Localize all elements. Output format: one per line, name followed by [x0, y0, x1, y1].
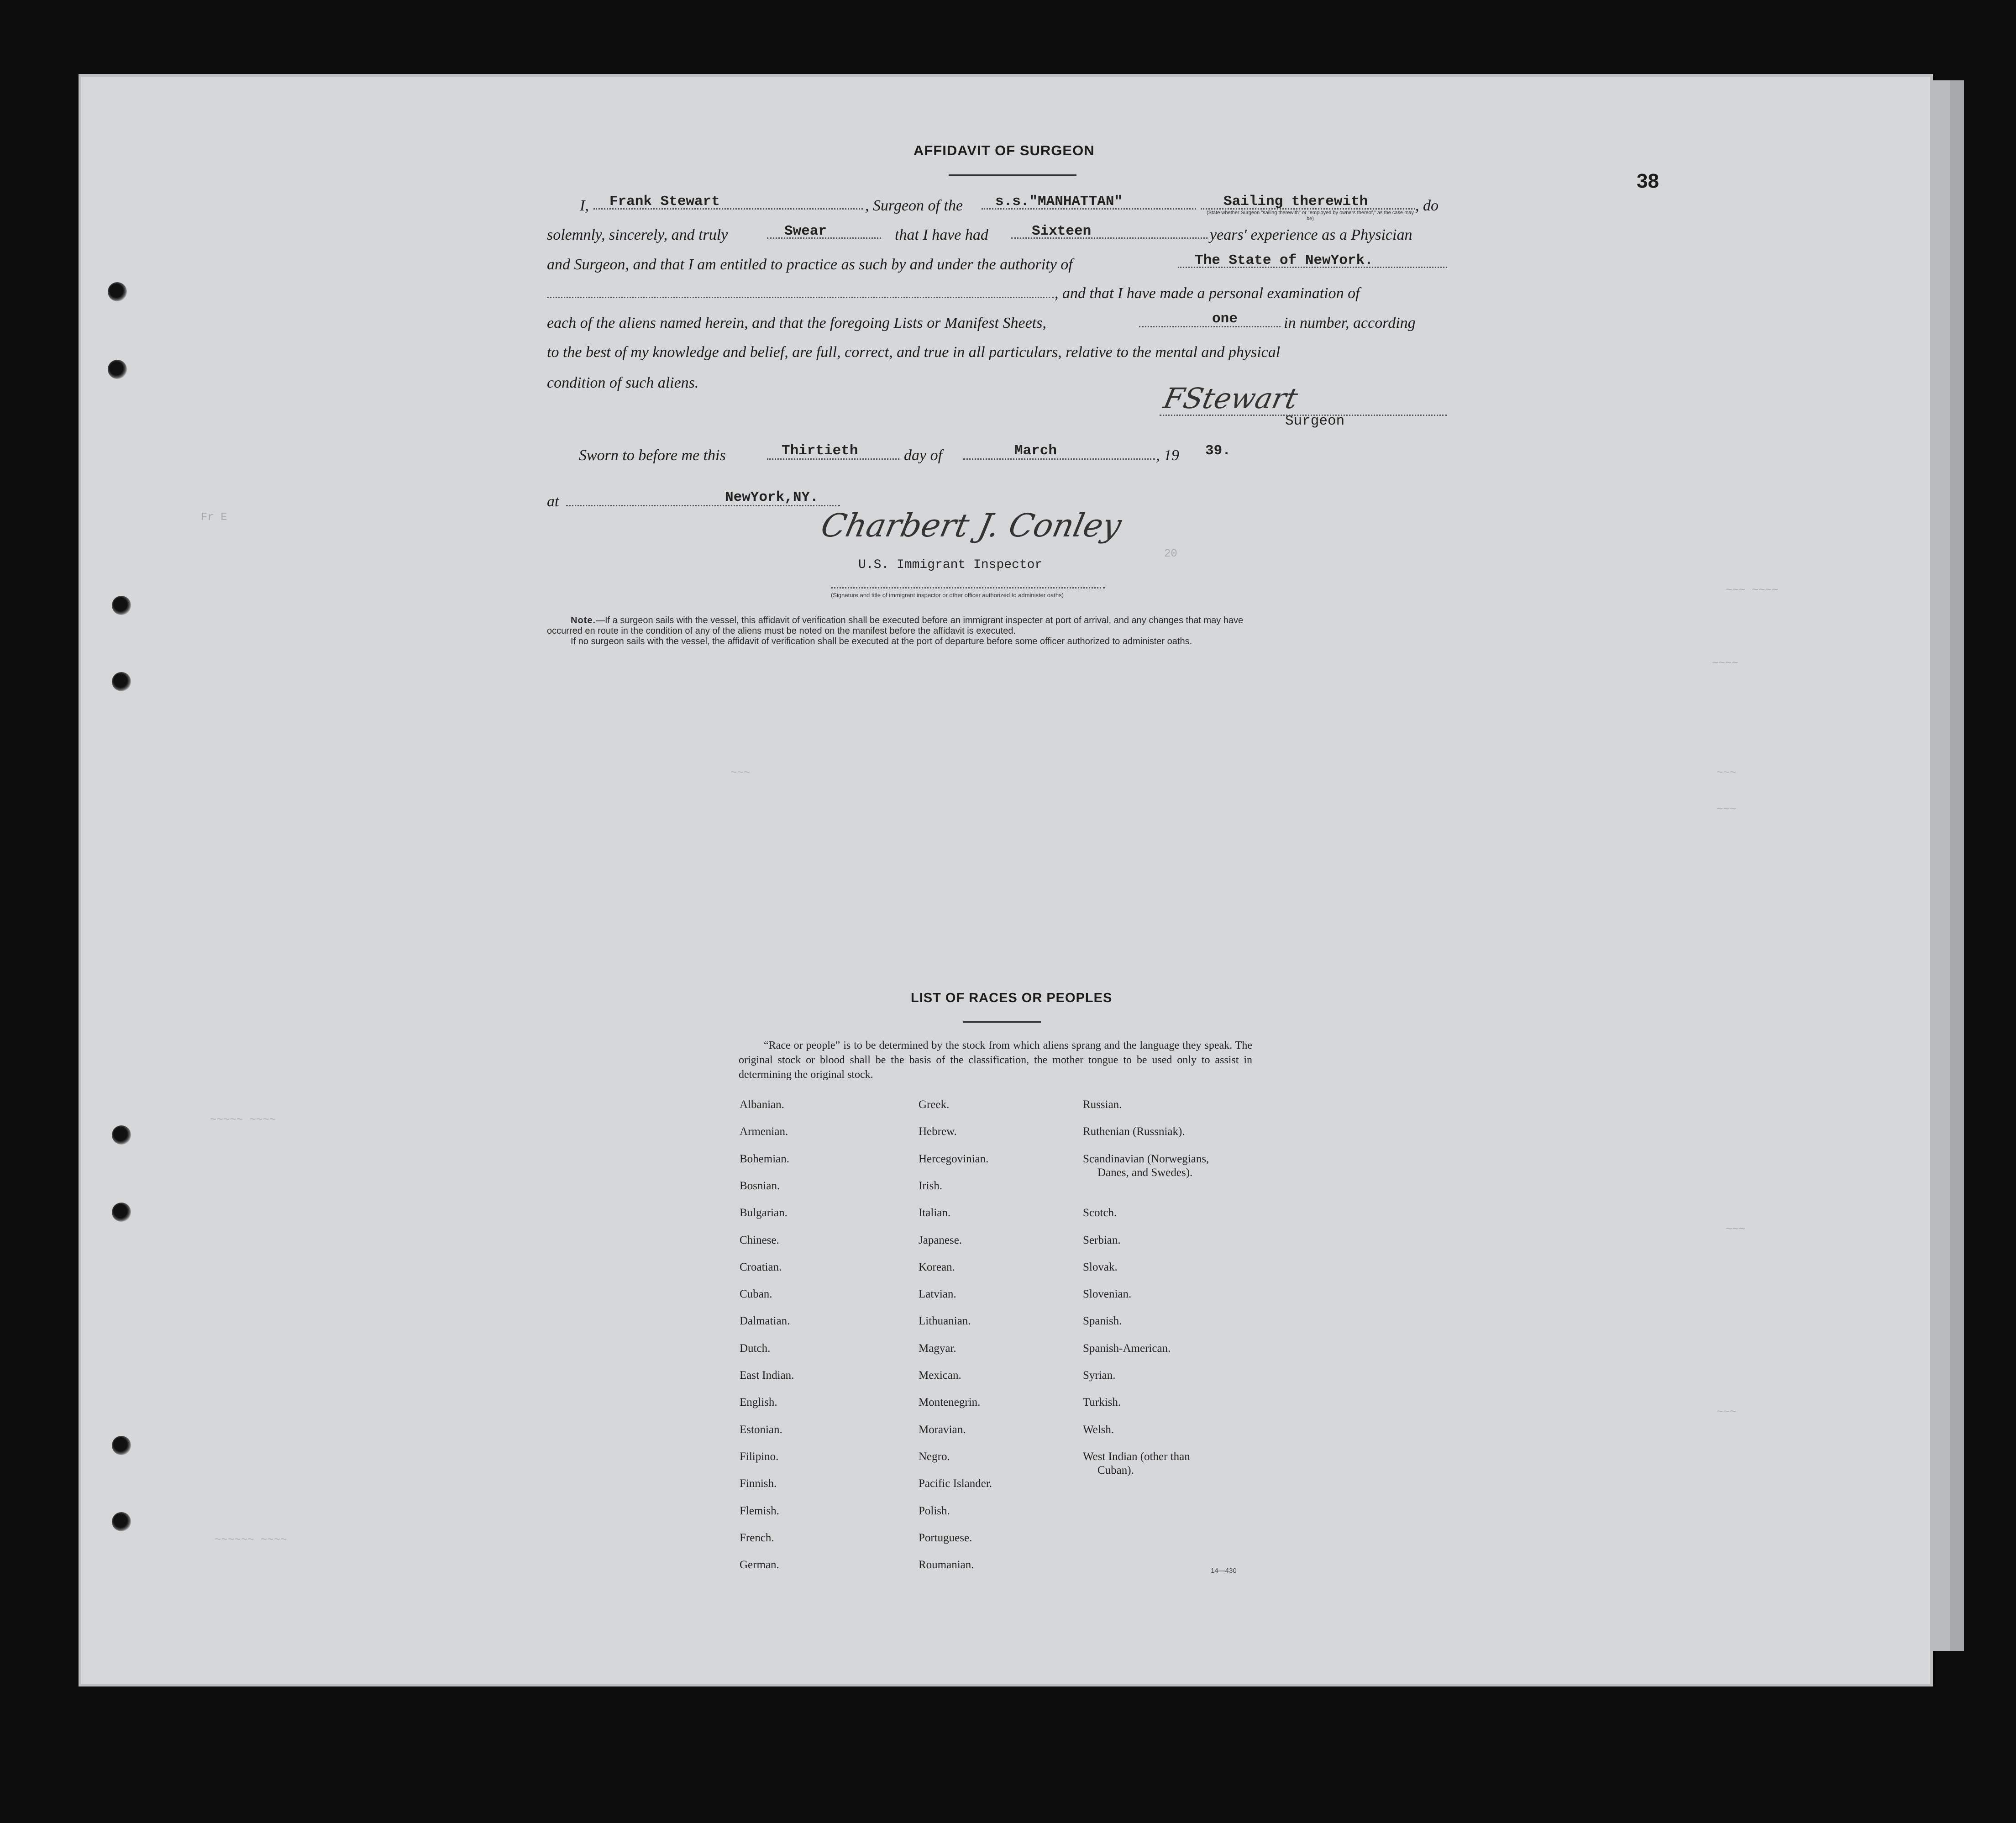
race-item: Slovenian.	[1083, 1288, 1132, 1300]
race-item: Finnish.	[740, 1477, 777, 1490]
sworn-day-of: day of	[904, 447, 943, 464]
race-item: West Indian (other than	[1083, 1450, 1190, 1463]
bleed-through-text: ~~~ ~~~~	[1726, 584, 1779, 597]
race-item: Hebrew.	[919, 1125, 957, 1138]
race-item: Russian.	[1083, 1098, 1122, 1111]
line3-prefix: and Surgeon, and that I am entitled to practice as such by and under the authority of	[547, 256, 1073, 273]
title-underline	[949, 174, 1076, 176]
sworn-year-prefix: , 19	[1156, 447, 1179, 464]
race-item: English.	[740, 1396, 777, 1408]
race-item: Danes, and Swedes).	[1097, 1166, 1193, 1179]
bleed-through-text: ~~~~	[1712, 657, 1738, 670]
surgeon-name: Frank Stewart	[609, 194, 720, 210]
race-item: Korean.	[919, 1261, 955, 1273]
binder-hole	[112, 1512, 131, 1531]
line4: , and that I have made a personal examination of	[1055, 285, 1360, 302]
race-item: Ruthenian (Russniak).	[1083, 1125, 1185, 1138]
sworn-month: March	[1014, 443, 1057, 459]
race-item: Portuguese.	[919, 1532, 972, 1544]
race-item: Moravian.	[919, 1424, 966, 1436]
races-title: LIST OF RACES OR PEOPLES	[911, 991, 1113, 1005]
inspector-signature: Charbert J. Conley	[818, 507, 1125, 544]
race-item: Cuban.	[740, 1288, 772, 1300]
sailing-status: Sailing therewith	[1223, 194, 1368, 210]
page-edge	[1930, 80, 1950, 1651]
race-item: Syrian.	[1083, 1369, 1116, 1382]
line5-prefix: each of the aliens named herein, and that the foregoing Lists or Manifest Sheets,	[547, 315, 1046, 331]
line2-prefix: solemnly, sincerely, and truly	[547, 226, 728, 243]
race-item: Magyar.	[919, 1342, 956, 1355]
binder-hole	[112, 596, 131, 615]
race-item: Spanish.	[1083, 1315, 1122, 1327]
race-item: Montenegrin.	[919, 1396, 981, 1408]
race-item: Dalmatian.	[740, 1315, 790, 1327]
oath-type: Swear	[784, 223, 827, 239]
bleed-through-text: ~~~	[1717, 804, 1737, 816]
race-item: German.	[740, 1559, 779, 1571]
race-item: Latvian.	[919, 1288, 956, 1300]
surgeon-signature-title: Surgeon	[1285, 413, 1345, 429]
race-item: Filipino.	[740, 1450, 779, 1463]
page-edge-outer	[1950, 80, 1964, 1651]
race-item: Italian.	[919, 1207, 951, 1219]
inspector-caption: (Signature and title of immigrant inspector or other officer authorized to administer oaths)	[831, 592, 1064, 599]
sworn-prefix: Sworn to before me this	[579, 447, 726, 464]
race-item: Bulgarian.	[740, 1207, 788, 1219]
line2-middle: that I have had	[895, 226, 988, 243]
at-place: NewYork,NY.	[725, 489, 819, 505]
race-item: Albanian.	[740, 1098, 784, 1111]
race-item: Hercegovinian.	[919, 1153, 989, 1165]
note-text-1: —If a surgeon sails with the vessel, this affidavit of verification shall be executed before an immigrant inspecter at port of arrival, and any changes that may have	[596, 615, 1244, 625]
binder-hole	[112, 1125, 131, 1145]
bleed-through-text: Fr E	[201, 511, 227, 524]
sworn-month-line	[963, 458, 1155, 460]
races-intro: “Race or people” is to be determined by the stock from which aliens sprang and the language they speak. The original stock or blood shall be the basis of the classification, the mother tongue to be used only to assist in determining the original stock.	[739, 1040, 1252, 1081]
years-line	[1011, 237, 1208, 239]
binder-hole	[108, 360, 127, 379]
races-title-underline	[963, 1021, 1041, 1023]
authority-line	[1178, 267, 1447, 268]
page-number: 38	[1637, 170, 1659, 192]
race-item: Pacific Islander.	[919, 1477, 992, 1490]
inspector-line	[831, 587, 1105, 588]
bleed-through-text: ~~~~~ ~~~~	[210, 1114, 276, 1126]
race-item: Lithuanian.	[919, 1315, 971, 1327]
race-item: Serbian.	[1083, 1234, 1121, 1246]
race-item: Spanish-American.	[1083, 1342, 1171, 1355]
race-item: French.	[740, 1532, 774, 1544]
inspector-title: U.S. Immigrant Inspector	[858, 558, 1043, 572]
binder-hole	[112, 672, 131, 691]
oath-line	[767, 237, 881, 239]
bleed-through-text: ~~~	[1717, 1406, 1737, 1418]
affidavit-note-line3: If no surgeon sails with the vessel, the affidavit of verification shall be executed at the port of departure before some officer authorized to administer oaths.	[571, 636, 1192, 646]
race-item: Estonian.	[740, 1424, 782, 1436]
race-item: Mexican.	[919, 1369, 961, 1382]
line6: to the best of my knowledge and belief, are full, correct, and true in all particulars, relative to the mental and physical	[547, 344, 1281, 361]
vessel-name: s.s."MANHATTAN"	[995, 194, 1123, 210]
bleed-through-text: ~~~~~~ ~~~~	[215, 1534, 287, 1546]
race-item: Slovak.	[1083, 1261, 1118, 1273]
binder-hole	[108, 282, 127, 301]
vessel-line	[982, 208, 1196, 210]
bleed-through-text: ~~~	[1717, 767, 1737, 779]
race-item: Flemish.	[740, 1505, 779, 1517]
sworn-year: 39.	[1205, 443, 1231, 459]
sheet-count: one	[1212, 311, 1238, 327]
race-item: Scandinavian (Norwegians,	[1083, 1153, 1209, 1165]
race-item: East Indian.	[740, 1369, 794, 1382]
race-item: Dutch.	[740, 1342, 771, 1355]
at-prefix: at	[547, 493, 559, 510]
race-item: Cuban).	[1097, 1464, 1134, 1476]
line1-do: , do	[1415, 197, 1438, 214]
authority: The State of NewYork.	[1195, 252, 1373, 268]
sworn-day-line	[767, 458, 899, 460]
race-item: Irish.	[919, 1180, 943, 1192]
line7: condition of such aliens.	[547, 374, 699, 391]
affidavit-note-line1	[571, 615, 1243, 625]
race-item: Armenian.	[740, 1125, 788, 1138]
affidavit-title: AFFIDAVIT OF SURGEON	[914, 142, 1095, 158]
race-item: Polish.	[919, 1505, 950, 1517]
line2-suffix: years' experience as a Physician	[1210, 226, 1412, 243]
at-place-line	[566, 505, 840, 506]
race-item: Bosnian.	[740, 1180, 780, 1192]
years-experience: Sixteen	[1032, 223, 1092, 239]
line5-suffix: in number, according	[1284, 315, 1416, 331]
sailing-note: (State whether Surgeon "sailing therewith" or "employed by owners thereof," as the case may be)	[1206, 210, 1414, 221]
sailing-line	[1201, 208, 1415, 210]
race-item: Roumanian.	[919, 1559, 974, 1571]
race-item: Greek.	[919, 1098, 950, 1111]
race-item: Scotch.	[1083, 1207, 1117, 1219]
affidavit-note-line2: occurred en route in the condition of any of the aliens must be noted on the manifest before the affidavit is executed.	[547, 626, 1016, 636]
race-item: Chinese.	[740, 1234, 779, 1246]
race-item: Negro.	[919, 1450, 950, 1463]
binder-hole	[112, 1436, 131, 1455]
bleed-through-text: ~~~	[730, 767, 751, 779]
race-item: Welsh.	[1083, 1424, 1114, 1436]
authority-line-2	[547, 297, 1054, 298]
race-item: Croatian.	[740, 1261, 782, 1273]
sworn-day: Thirtieth	[782, 443, 858, 459]
line1-surgeon-of: , Surgeon of the	[865, 197, 963, 214]
bleed-through-text: 20	[1164, 548, 1177, 560]
line1-prefix: I,	[580, 197, 589, 214]
race-item: Bohemian.	[740, 1153, 790, 1165]
bleed-through-text: ~~~	[1726, 1224, 1746, 1236]
form-code: 14—430	[1211, 1567, 1237, 1575]
surgeon-signature: FStewart	[1160, 382, 1301, 415]
race-item: Turkish.	[1083, 1396, 1121, 1408]
race-item: Japanese.	[919, 1234, 962, 1246]
surgeon-name-line	[593, 208, 863, 210]
note-label: Note.	[571, 615, 596, 625]
binder-hole	[112, 1203, 131, 1222]
sheet-count-line	[1139, 326, 1281, 327]
